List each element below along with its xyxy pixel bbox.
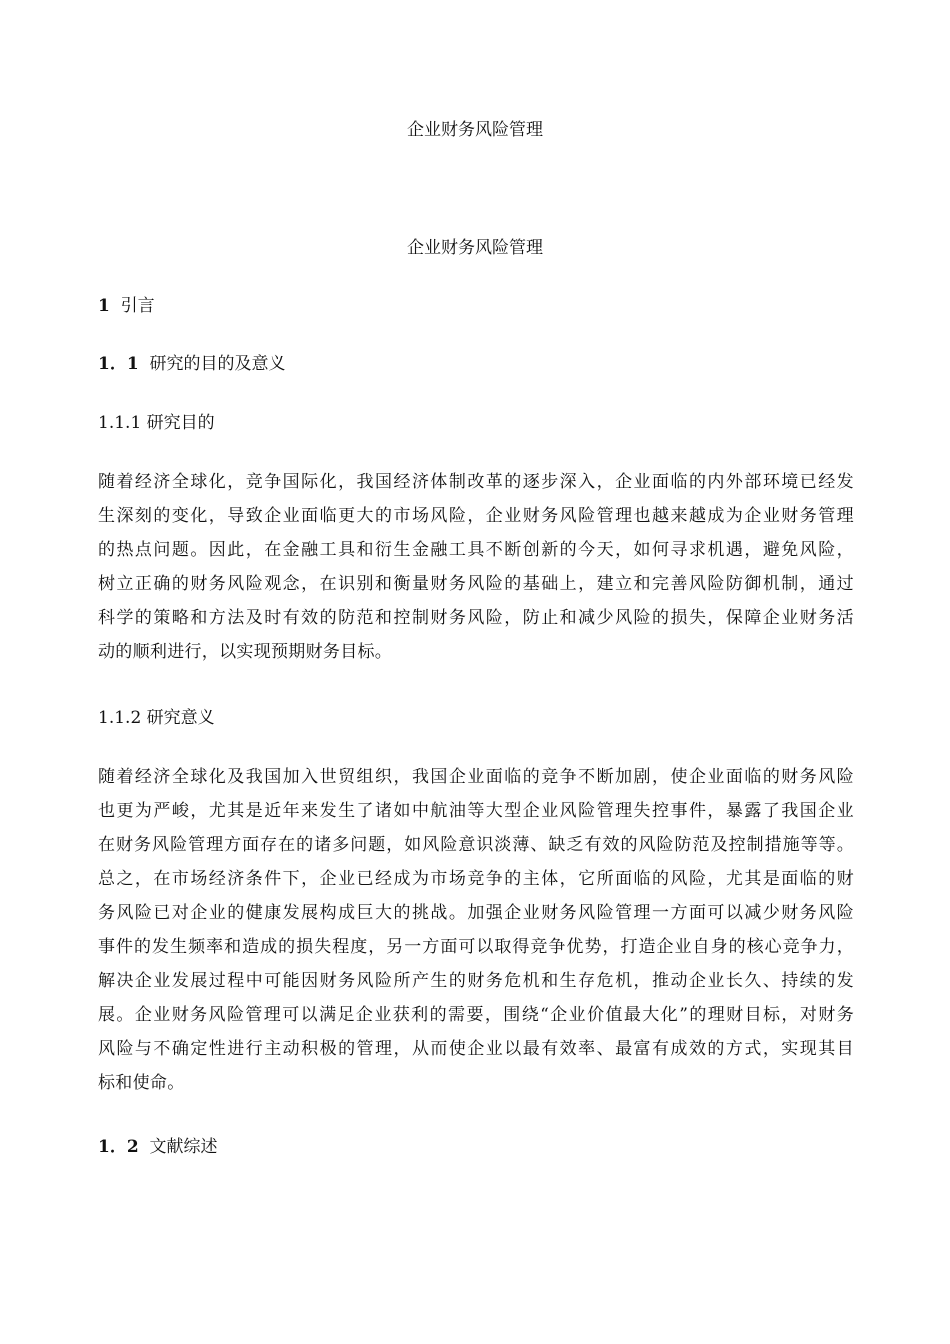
paragraph-line: 生深刻的变化，导致企业面临更大的市场风险，企业财务风险管理也越来越成为企业财务管理 — [98, 506, 854, 526]
paragraph-line: 风险与不确定性进行主动积极的管理，从而使企业以最有效率、最富有成效的方式，实现其目 — [98, 1039, 854, 1059]
heading-1 — [98, 294, 854, 318]
paragraph-line: 动的顺利进行，以实现预期财务目标。 — [98, 642, 393, 662]
paragraph-line: 标和使命。 — [98, 1073, 185, 1093]
heading-number: 1．2 — [98, 1137, 139, 1157]
paragraph-line: 事件的发生频率和造成的损失程度，另一方面可以取得竞争优势，打造企业自身的核心竞争力， — [98, 937, 854, 957]
heading-1-1-1: 1.1.1 研究目的 — [98, 413, 215, 433]
paragraph-line: 的热点问题。因此，在金融工具和衍生金融工具不断创新的今天，如何寻求机遇，避免风险， — [98, 540, 854, 560]
paragraph-line: 也更为严峻，尤其是近年来发生了诸如中航油等大型企业风险管理失控事件，暴露了我国企业 — [98, 801, 854, 821]
heading-1-2 — [98, 1135, 854, 1159]
paragraph-line: 科学的策略和方法及时有效的防范和控制财务风险，防止和减少风险的损失，保障企业财务活 — [98, 608, 854, 628]
heading-1-1 — [98, 352, 854, 376]
heading-text: 研究的目的及意义 — [149, 354, 286, 374]
paragraph-line: 解决企业发展过程中可能因财务风险所产生的财务危机和生存危机，推动企业长久、持续的发 — [98, 971, 854, 991]
paragraph-line: 随着经济全球化，竞争国际化，我国经济体制改革的逐步深入，企业面临的内外部环境已经发 — [98, 472, 854, 492]
heading-number: 1 — [98, 296, 110, 316]
paragraph-line: 随着经济全球化及我国加入世贸组织，我国企业面临的竞争不断加剧，使企业面临的财务风险 — [98, 767, 854, 787]
heading-1-1-2: 1.1.2 研究意义 — [98, 708, 215, 728]
paragraph-research-purpose — [98, 465, 854, 669]
paragraph-line: 总之，在市场经济条件下，企业已经成为市场竞争的主体，它所面临的风险，尤其是面临的财 — [98, 869, 854, 889]
heading-text: 引言 — [120, 296, 155, 316]
header-title: 企业财务风险管理 — [407, 120, 543, 140]
paragraph-line: 树立正确的财务风险观念，在识别和衡量财务风险的基础上，建立和完善风险防御机制，通过 — [98, 574, 854, 594]
paragraph-line: 务风险已对企业的健康发展构成巨大的挑战。加强企业财务风险管理一方面可以减少财务风险 — [98, 903, 854, 923]
paragraph-research-significance — [98, 760, 854, 1100]
document-title: 企业财务风险管理 — [407, 238, 543, 258]
heading-number: 1．1 — [98, 354, 139, 374]
paragraph-line: 展。企业财务风险管理可以满足企业获利的需要，围绕“企业价值最大化”的理财目标，对财务 — [98, 1005, 854, 1025]
paragraph-line: 在财务风险管理方面存在的诸多问题，如风险意识淡薄、缺乏有效的风险防范及控制措施等等。 — [98, 835, 854, 855]
heading-text: 文献综述 — [149, 1137, 218, 1157]
